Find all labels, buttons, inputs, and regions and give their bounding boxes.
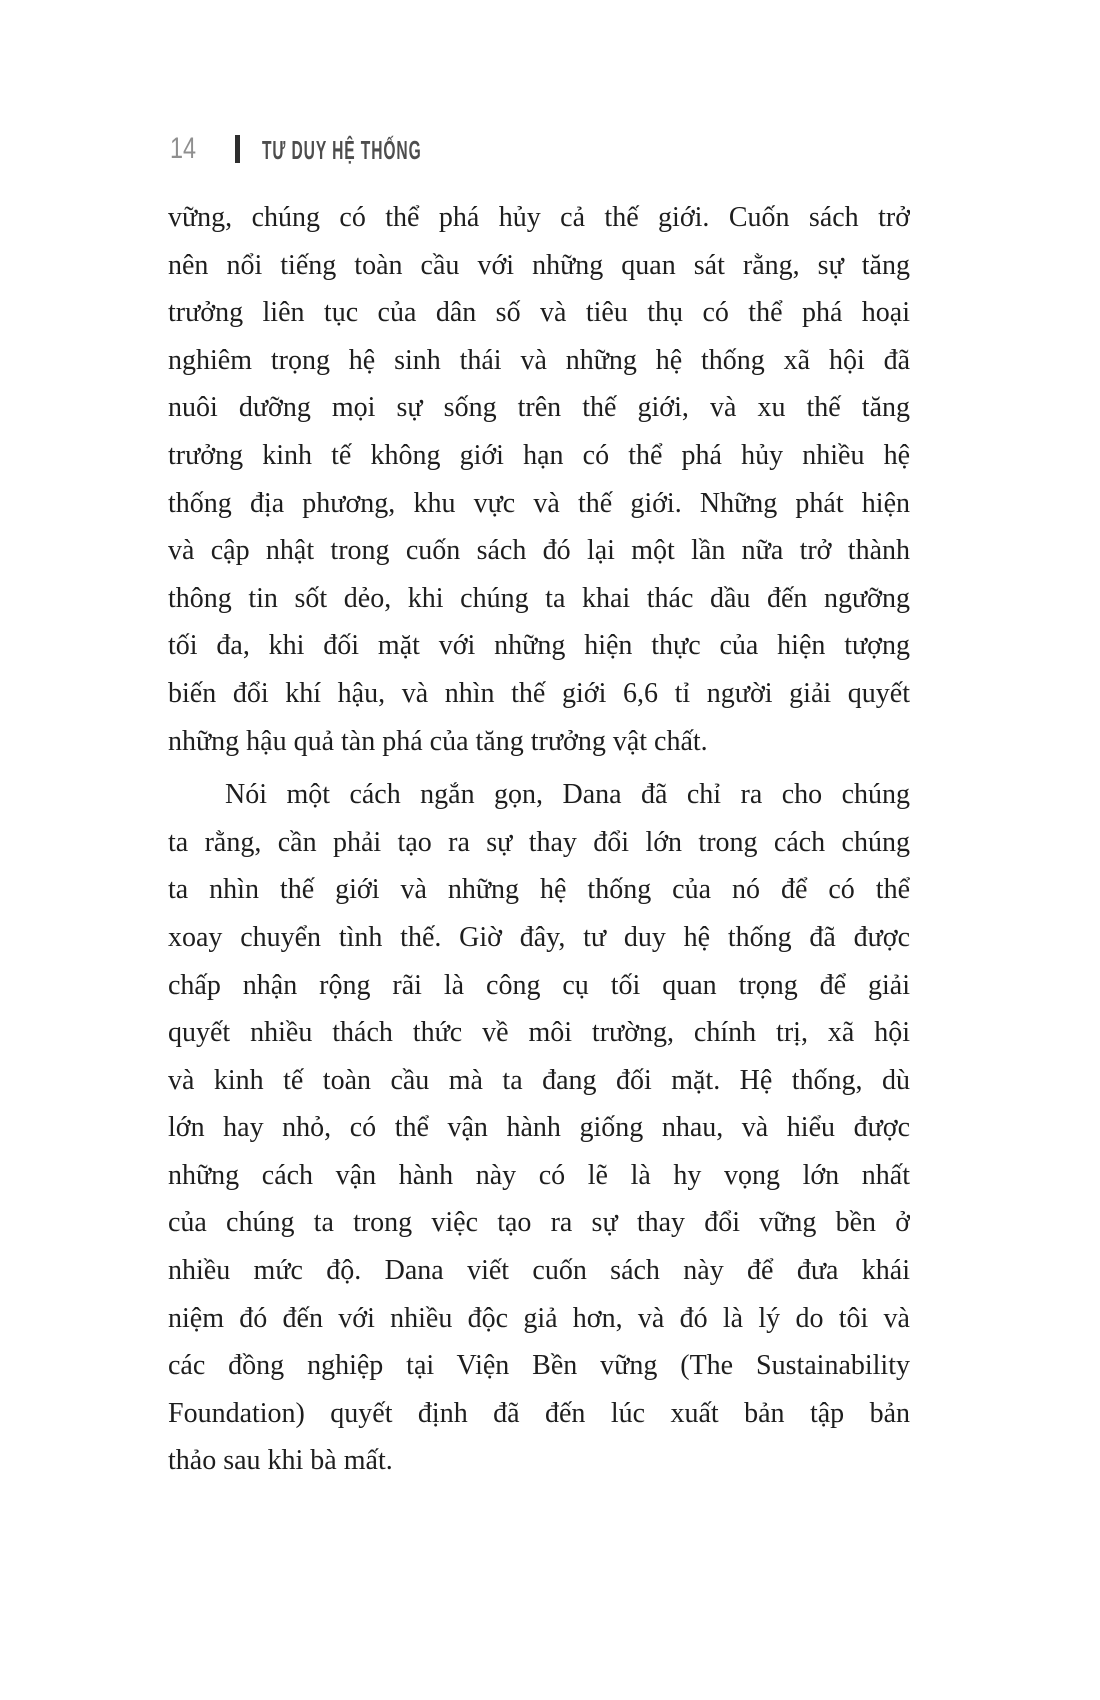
text-line: Nói một cách ngắn gọn, Dana đã chỉ ra cho chúng: [225, 779, 910, 811]
text-line: Foundation) quyết định đã đến lúc xuất bản tập bản: [168, 1397, 910, 1429]
text-line: nhiều mức độ. Dana viết cuốn sách này để đưa khái: [168, 1255, 910, 1287]
text-line: thống địa phương, khu vực và thế giới. Những phát hiện: [168, 487, 910, 519]
text-line: tối đa, khi đối mặt với những hiện thực của hiện tượng: [168, 630, 910, 662]
text-line: chấp nhận rộng rãi là công cụ tối quan trọng để giải: [168, 969, 910, 1001]
text-line: của chúng ta trong việc tạo ra sự thay đổi vững bền ở: [168, 1207, 910, 1239]
text-line: trưởng liên tục của dân số và tiêu thụ có thể phá hoại: [168, 297, 910, 329]
text-line: các đồng nghiệp tại Viện Bền vững (The Sustainability: [168, 1350, 910, 1382]
running-header: [168, 134, 868, 168]
text-line: niệm đó đến với nhiều độc giả hơn, và đó là lý do tôi và: [168, 1302, 910, 1334]
paragraph-2: [168, 771, 910, 1485]
text-line: và kinh tế toàn cầu mà ta đang đối mặt. Hệ thống, dù: [168, 1064, 910, 1096]
text-line: và cập nhật trong cuốn sách đó lại một lần nữa trở thành: [168, 535, 910, 567]
text-line: thảo sau khi bà mất.: [168, 1445, 393, 1477]
text-line: những hậu quả tàn phá của tăng trưởng vật chất.: [168, 725, 708, 757]
text-line: nghiêm trọng hệ sinh thái và những hệ thống xã hội đã: [168, 344, 910, 376]
text-line: ta rằng, cần phải tạo ra sự thay đổi lớn trong cách chúng: [168, 826, 910, 858]
text-line: vững, chúng có thể phá hủy cả thế giới. Cuốn sách trở: [168, 202, 910, 233]
page-number: 14: [170, 132, 197, 165]
text-line: thông tin sốt dẻo, khi chúng ta khai thác dầu đến ngưỡng: [168, 582, 910, 614]
book-title: TƯ DUY HỆ THỐNG: [262, 135, 422, 165]
text-line: quyết nhiều thách thức về môi trường, chính trị, xã hội: [168, 1017, 910, 1049]
text-line: nuôi dưỡng mọi sự sống trên thế giới, và xu thế tăng: [168, 392, 910, 424]
text-line: ta nhìn thế giới và những hệ thống của nó để có thể: [168, 874, 910, 906]
page-body: [168, 194, 910, 1485]
text-line: lớn hay nhỏ, có thể vận hành giống nhau, và hiểu được: [168, 1112, 910, 1144]
text-line: những cách vận hành này có lẽ là hy vọng lớn nhất: [168, 1159, 910, 1191]
text-line: xoay chuyển tình thế. Giờ đây, tư duy hệ thống đã được: [168, 921, 910, 953]
text-line: biến đổi khí hậu, và nhìn thế giới 6,6 tỉ người giải quyết: [168, 677, 910, 709]
header-divider: [235, 135, 240, 163]
paragraph-1: [168, 194, 910, 765]
text-line: nên nổi tiếng toàn cầu với những quan sát rằng, sự tăng: [168, 249, 910, 281]
text-line: trưởng kinh tế không giới hạn có thể phá hủy nhiều hệ: [168, 439, 910, 471]
